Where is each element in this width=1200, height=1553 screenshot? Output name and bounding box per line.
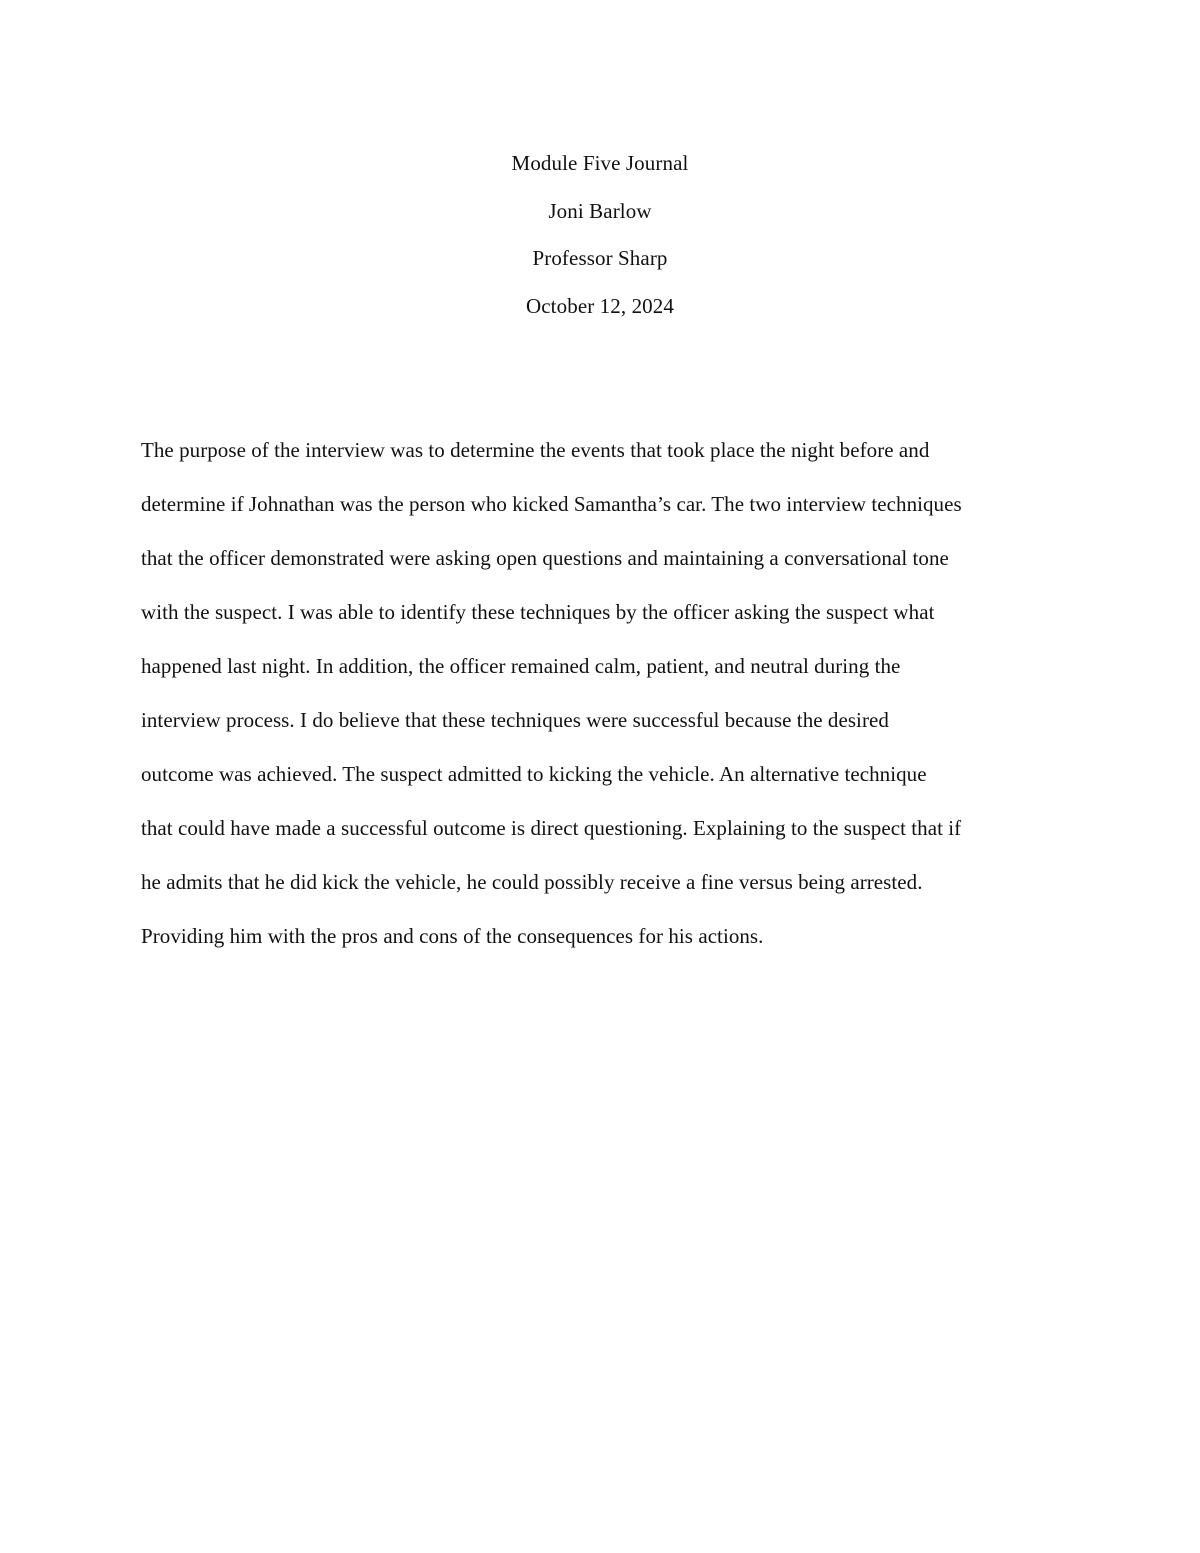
body-line: that the officer demonstrated were asking open questions and maintaining a conversational tone xyxy=(141,546,949,570)
body-paragraph xyxy=(141,423,1061,963)
body-line: that could have made a successful outcome is direct questioning. Explaining to the suspect that if xyxy=(141,816,962,840)
document-title: Module Five Journal xyxy=(511,151,689,175)
body-line: with the suspect. I was able to identify these techniques by the officer asking the suspect what xyxy=(141,600,935,624)
body-line: outcome was achieved. The suspect admitted to kicking the vehicle. An alternative technique xyxy=(141,762,927,786)
body-line: interview process. I do believe that these techniques were successful because the desired xyxy=(141,708,889,732)
title-block xyxy=(0,140,1200,330)
body-line: happened last night. In addition, the officer remained calm, patient, and neutral during the xyxy=(141,654,901,678)
body-line: The purpose of the interview was to determine the events that took place the night before and xyxy=(141,438,930,462)
document-date: October 12, 2024 xyxy=(526,293,674,318)
author-name: Joni Barlow xyxy=(548,198,652,223)
body-line: Providing him with the pros and cons of the consequences for his actions. xyxy=(141,924,764,948)
body-line: determine if Johnathan was the person who kicked Samantha’s car. The two interview techniques xyxy=(141,492,962,516)
body-line: he admits that he did kick the vehicle, he could possibly receive a fine versus being arrested. xyxy=(141,870,923,894)
instructor-name: Professor Sharp xyxy=(532,246,668,270)
